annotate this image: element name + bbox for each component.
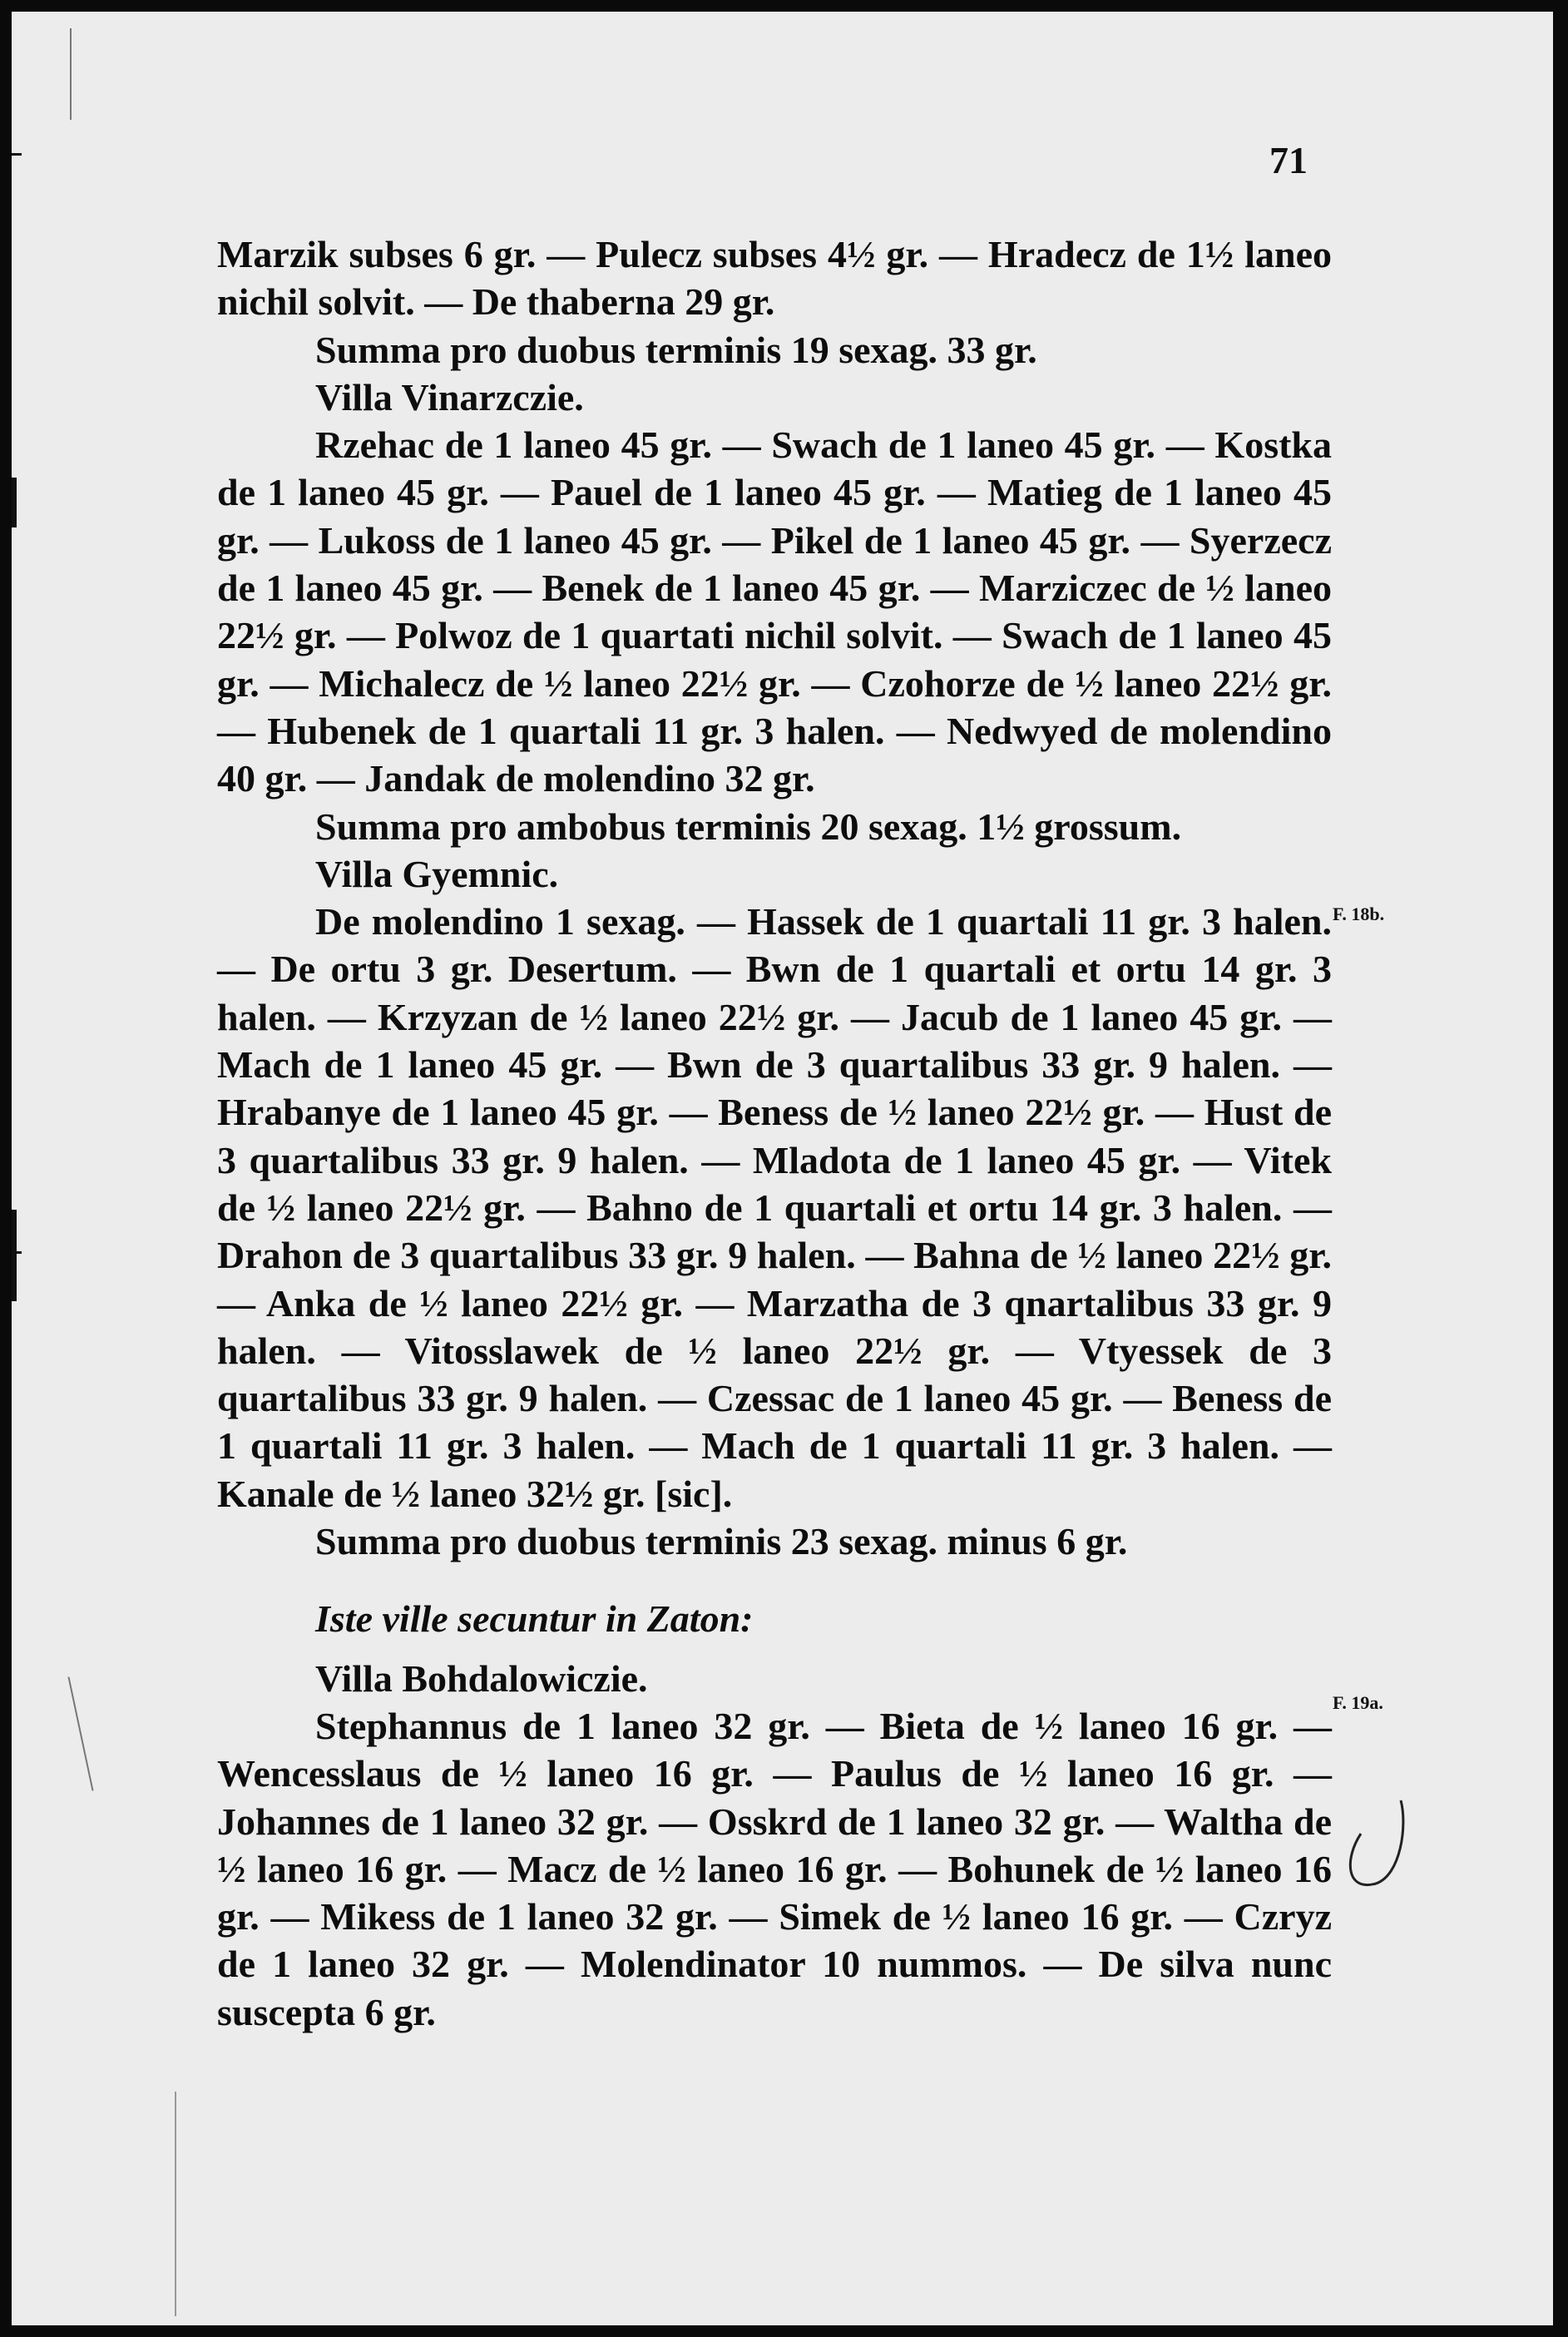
edge-mark: [67, 1676, 93, 1790]
edge-mark: [12, 478, 17, 527]
village-heading: Villa Vinarzczie.: [315, 375, 584, 418]
paragraph: De molendino 1 sexag. — Hassek de 1 quartali 11 gr. 3 halen. — De ortu 3 gr. Desertum. — Bwn de 1 quartali et ortu 14 gr. 3 halen. — Krzyzan de ½ laneo 22½ gr. — Jacub de 1 laneo 45 gr. — Mach de 1 laneo 45 gr. — Bwn de 3 quartalibus 33 gr. 9 halen. — Hrabanye de 1 laneo 45 gr. — Beness de ½ laneo 22½ gr. — Hust de 3 quartalibus 33 gr. 9 halen. — Mladota de 1 laneo 45 gr. — Vitek de ½ laneo 22½ gr. — Bahno de 1 quartali et ortu 14 gr. 3 halen. — Drahon de 3 quartalibus 33 gr. 9 halen. — Bahna de ½ laneo 22½ gr. — Anka de ½ laneo 22½ gr. — Marzatha de 3 qnartalibus 33 gr. 9 halen. — Vitosslawek de ½ laneo 22½ gr. — Vtyessek de 3 quartalibus 33 gr. 9 halen. — Czessac de 1 laneo 45 gr. — Beness de 1 quartali 11 gr. 3 halen. — Mach de 1 quartali 11 gr. 3 halen. — Kanale de ½ laneo 32½ gr. [sic].: [217, 900, 1332, 1515]
edge-mark: [175, 2092, 176, 2316]
document-body: [217, 230, 1332, 2036]
edge-mark: [12, 1210, 17, 1301]
village-heading: Villa Bohdalowiczie.: [315, 1656, 648, 1700]
scanned-page: [12, 12, 1553, 2325]
paragraph: Stephannus de 1 laneo 32 gr. — Bieta de ½ laneo 16 gr. — Wencesslaus de ½ laneo 16 gr. — Paulus de ½ laneo 16 gr. — Johannes de 1 laneo 32 gr. — Osskrd de 1 laneo 32 gr. — Waltha de ½ laneo 16 gr. — Macz de ½ laneo 16 gr. — Bohunek de ½ laneo 16 gr. — Mikess de 1 laneo 32 gr. — Simek de ½ laneo 16 gr. — Czryz de 1 laneo 32 gr. — Molendinator 10 nummos. — De silva nunc suscepta 6 gr.: [217, 1704, 1332, 2033]
village-heading: Villa Gyemnic.: [315, 852, 559, 895]
pencil-annotation-mark: [1343, 1792, 1409, 1900]
paragraph: Marzik subses 6 gr. — Pulecz subses 4½ gr. — Hradecz de 1½ laneo nichil solvit. — De thaberna 29 gr.: [217, 233, 1332, 324]
edge-mark: [12, 1251, 22, 1254]
margin-note-folio: F. 18b.: [1333, 904, 1385, 924]
page-number: 71: [1269, 139, 1308, 181]
summa-line: Summa pro duobus terminis 23 sexag. minus 6 gr.: [315, 1520, 1128, 1563]
edge-mark: [12, 153, 22, 156]
paragraph: Rzehac de 1 laneo 45 gr. — Swach de 1 laneo 45 gr. — Kostka de 1 laneo 45 gr. — Pauel de 1 laneo 45 gr. — Matieg de 1 laneo 45 gr. — Lukoss de 1 laneo 45 gr. — Pikel de 1 laneo 45 gr. — Syerzecz de 1 laneo 45 gr. — Benek de 1 laneo 45 gr. — Marziczec de ½ laneo 22½ gr. — Polwoz de 1 quartati nichil solvit. — Swach de 1 laneo 45 gr. — Michalecz de ½ laneo 22½ gr. — Czohorze de ½ laneo 22½ gr. — Hubenek de 1 quartali 11 gr. 3 halen. — Nedwyed de molendino 40 gr. — Jandak de molendino 32 gr.: [217, 423, 1332, 800]
margin-note-folio: F. 19a.: [1333, 1692, 1383, 1713]
summa-line: Summa pro ambobus terminis 20 sexag. 1½ grossum.: [315, 805, 1182, 848]
summa-line: Summa pro duobus terminis 19 sexag. 33 gr.: [315, 328, 1037, 371]
section-heading: Iste ville secuntur in Zaton:: [315, 1597, 754, 1641]
edge-mark: [70, 28, 72, 120]
